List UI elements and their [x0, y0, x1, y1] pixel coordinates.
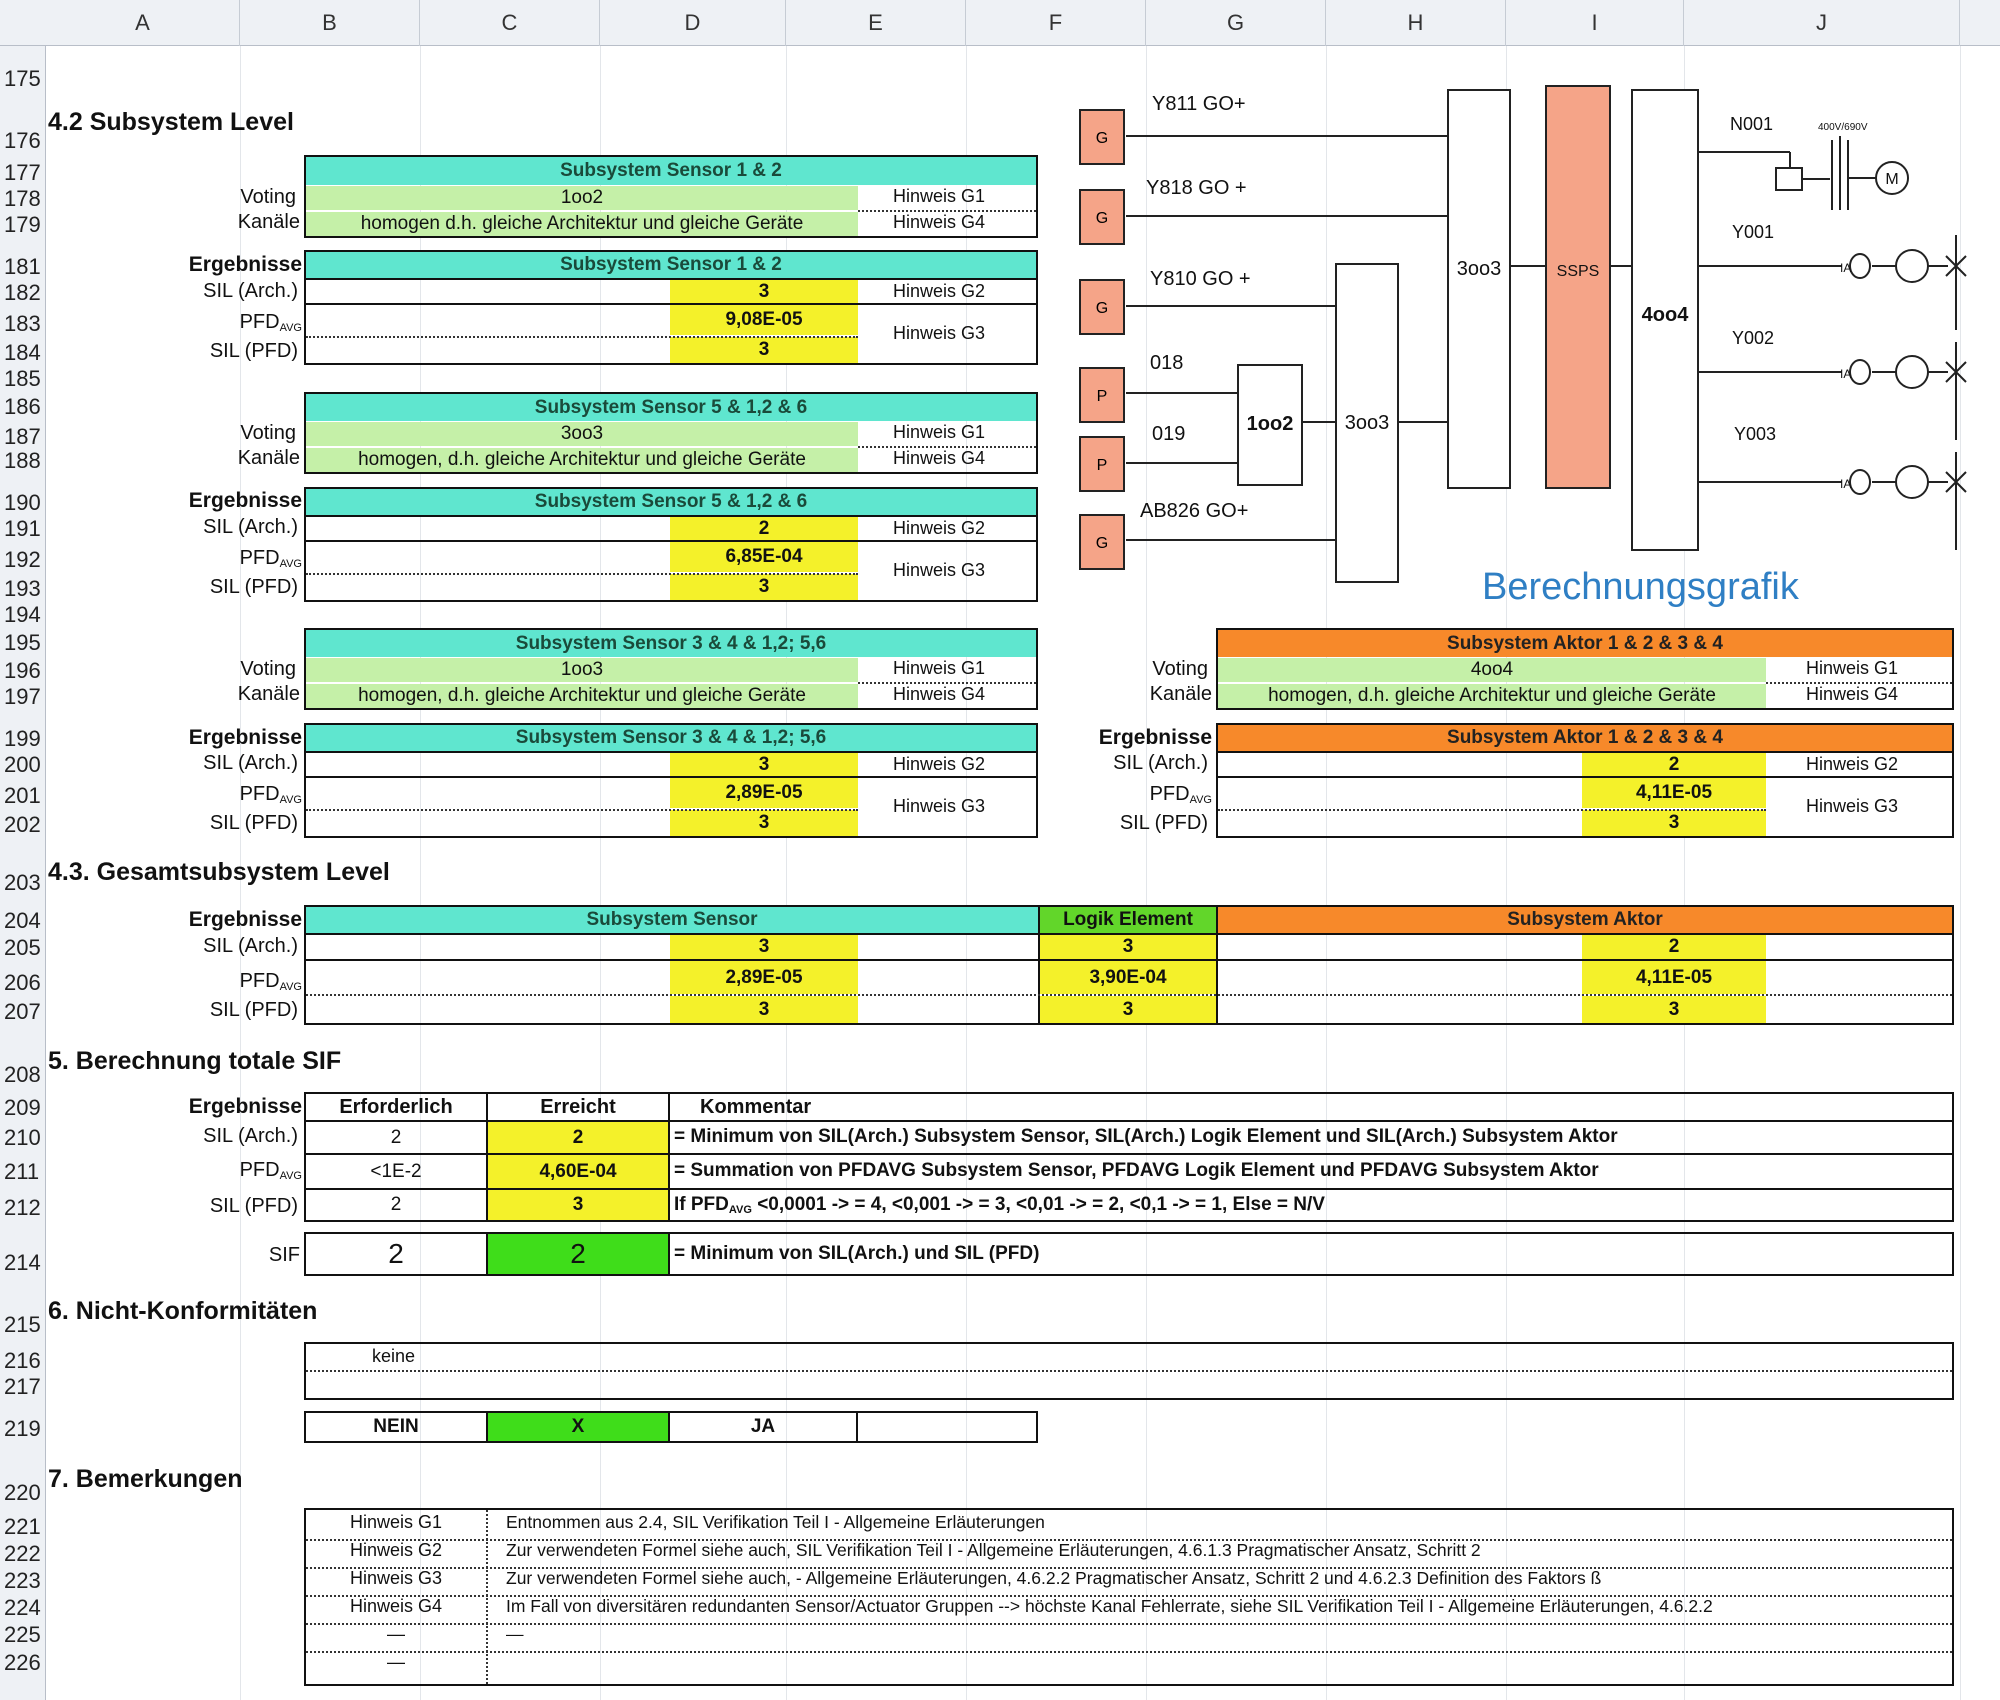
aktor-sil-pfd[interactable]: 3 [1582, 810, 1766, 836]
voting-label: Voting [1152, 658, 1208, 680]
g-block-4: G [1095, 535, 1109, 552]
ergebnisse-label: Ergebnisse [188, 253, 302, 276]
sub1-result-title: Subsystem Sensor 1 & 2 [306, 252, 1036, 278]
gesamt-sensor-sil-arch[interactable]: 3 [670, 935, 858, 959]
row-header-226[interactable]: 226 [4, 1650, 41, 1675]
hinweis-g2: Hinweis G2 [1806, 754, 1899, 774]
row-header-176[interactable]: 176 [4, 128, 41, 153]
gesamt-logik-sil-arch[interactable]: 3 [1040, 935, 1216, 959]
bemerkung-text[interactable]: Im Fall von diversitären redundanten Sensor/Actuator Gruppen --> höchste Kanal Fehlerrate, siehe SIL Verifikation Teil I - Allgemeine Erläuterungen, 4.6.2.2 [506, 1596, 1713, 1616]
kanaele-label: Kanäle [237, 683, 300, 705]
column-header-h[interactable]: H [1326, 0, 1506, 46]
sub3-result-title: Subsystem Sensor 3 & 4 & 1,2; 5,6 [306, 725, 1036, 751]
pfd-label: $PFD_{AVG}$ [1149, 783, 1212, 806]
p-block-1: P [1096, 388, 1108, 405]
label-ia-3: IA [1840, 477, 1852, 491]
signal-y810: Y810 GO + [1150, 268, 1251, 290]
sif-result-kommentar: = Minimum von SIL(Arch.) und SIL (PFD) [674, 1243, 1040, 1264]
section-title-7: 7. Bemerkungen [48, 1465, 243, 1493]
bemerkung-key: — [387, 1624, 405, 1644]
hinweis-g1: Hinweis G1 [893, 422, 986, 442]
voting-label: Voting [240, 422, 296, 444]
sif-erf-value: 2 [388, 1238, 404, 1269]
bemerkung-text[interactable]: — [506, 1624, 524, 1644]
row-header-220[interactable]: 220 [4, 1480, 41, 1505]
sub3-sil-arch[interactable]: 3 [670, 753, 858, 776]
row-header-187[interactable]: 187 [4, 424, 41, 449]
aktor-voting-value[interactable]: 4oo4 [1218, 658, 1766, 682]
sub1-title: Subsystem Sensor 1 & 2 [306, 157, 1036, 185]
row-header-199[interactable]: 199 [4, 726, 41, 751]
row-header-216[interactable]: 216 [4, 1348, 41, 1373]
pfd-label: $PFD_{AVG}$ [239, 547, 302, 570]
hinweis-g2: Hinweis G2 [893, 281, 986, 301]
sil-arch-label: SIL (Arch.) [203, 752, 298, 774]
sif-err-value[interactable]: 2 [488, 1234, 668, 1274]
row-header-186[interactable]: 186 [4, 394, 41, 419]
hinweis-g1: Hinweis G1 [893, 658, 986, 678]
signal-018: 018 [1150, 352, 1184, 374]
row-header-217[interactable]: 217 [4, 1374, 41, 1399]
row-header-195[interactable]: 195 [4, 630, 41, 655]
sif-erf-sil-pfd: 2 [390, 1194, 402, 1215]
berechnungsgrafik-diagram [1070, 80, 1970, 600]
row-header-211[interactable]: 211 [4, 1159, 40, 1184]
row-header-200[interactable]: 200 [4, 752, 41, 777]
sub2-result-title: Subsystem Sensor 5 & 1,2 & 6 [306, 489, 1036, 515]
hinweis-g3: Hinweis G3 [893, 560, 986, 580]
bemerkung-text[interactable]: Entnommen aus 2.4, SIL Verifikation Teil I - Allgemeine Erläuterungen [506, 1512, 1045, 1532]
signal-y818: Y818 GO + [1146, 177, 1247, 199]
row-header-185[interactable]: 185 [4, 366, 41, 391]
hinweis-g4: Hinweis G4 [893, 684, 986, 704]
sif-err-pfd[interactable]: 4,60E-04 [488, 1155, 668, 1188]
row-header-209[interactable]: 209 [4, 1095, 41, 1120]
row-header-190[interactable]: 190 [4, 490, 41, 515]
gesamt-aktor-sil-pfd[interactable]: 3 [1582, 996, 1766, 1023]
pfd-label: $PFD_{AVG}$ [239, 311, 302, 334]
sil-pfd-label: SIL (PFD) [1119, 812, 1208, 834]
aktor-kanaele-value[interactable]: homogen, d.h. gleiche Architektur und gleiche Geräte [1218, 684, 1766, 708]
sif-erf-pfd: <1E-2 [370, 1160, 422, 1182]
sub3-kanaele-value[interactable]: homogen, d.h. gleiche Architektur und gleiche Geräte [306, 684, 858, 708]
ergebnisse-label: Ergebnisse [188, 1095, 302, 1118]
row-header-196[interactable]: 196 [4, 658, 41, 683]
nk-text[interactable]: keine [372, 1346, 416, 1366]
sub2-pfd[interactable]: 6,85E-04 [670, 542, 858, 572]
gesamt-logik-header: Logik Element [1040, 907, 1216, 933]
section-title-5: 5. Berechnung totale SIF [48, 1047, 342, 1075]
g-block-1: G [1095, 130, 1109, 147]
row-header-178[interactable]: 178 [4, 186, 41, 211]
row-header-215[interactable]: 215 [4, 1312, 41, 1337]
label-ia-2: IA [1840, 367, 1852, 381]
label-y002: Y002 [1732, 328, 1775, 348]
row-header-179[interactable]: 179 [4, 212, 41, 237]
row-header-225[interactable]: 225 [4, 1622, 41, 1647]
sub2-sil-pfd[interactable]: 3 [670, 574, 858, 600]
sif-err-sil-arch[interactable]: 2 [488, 1122, 668, 1153]
ergebnisse-label: Ergebnisse [188, 489, 302, 512]
column-header-d[interactable]: D [600, 0, 786, 46]
block-3oo3-b: 3oo3 [1456, 258, 1502, 280]
bemerkung-text[interactable]: Zur verwendeten Formel siehe auch, - Allgemeine Erläuterungen, 4.6.2.2 Pragmatischer Ansatz, Schritt 2 und 4.6.2.3 Definition des Faktors ß [506, 1568, 1602, 1588]
sil-pfd-label: SIL (PFD) [209, 1195, 298, 1217]
signal-y811: Y811 GO+ [1152, 93, 1246, 115]
bemerkung-key: Hinweis G2 [349, 1540, 443, 1560]
column-header-c[interactable]: C [420, 0, 600, 46]
sub3-pfd[interactable]: 2,89E-05 [670, 778, 858, 808]
row-header-212[interactable]: 212 [4, 1195, 41, 1220]
aktor-result-title: Subsystem Aktor 1 & 2 & 3 & 4 [1218, 725, 1952, 751]
row-header-208[interactable]: 208 [4, 1062, 41, 1087]
bemerkung-text[interactable]: Zur verwendeten Formel siehe auch, SIL Verifikation Teil I - Allgemeine Erläuterungen, 4.6.1.3 Pragmatischer Ansatz, Schritt 2 [506, 1540, 1481, 1560]
sil-arch-label: SIL (Arch.) [203, 935, 298, 957]
section-title-6: 6. Nicht-Konformitäten [48, 1297, 318, 1325]
column-header-f[interactable]: F [966, 0, 1146, 46]
aktor-sil-arch[interactable]: 2 [1582, 753, 1766, 776]
sil-pfd-label: SIL (PFD) [209, 576, 298, 598]
row-header-204[interactable]: 204 [4, 908, 41, 933]
label-y003: Y003 [1734, 424, 1777, 444]
ergebnisse-label: Ergebnisse [1098, 726, 1212, 749]
sub1-sil-arch[interactable]: 3 [670, 280, 858, 303]
sil-pfd-label: SIL (PFD) [209, 999, 298, 1021]
sil-arch-label: SIL (Arch.) [1113, 752, 1208, 774]
row-header-177[interactable]: 177 [4, 160, 41, 185]
block-3oo3-a: 3oo3 [1344, 412, 1390, 434]
row-header-214[interactable]: 214 [4, 1250, 41, 1275]
hinweis-g4: Hinweis G4 [1806, 684, 1899, 704]
block-ssps: SSPS [1556, 263, 1600, 280]
column-header-j[interactable]: J [1684, 0, 1960, 46]
sil-pfd-label: SIL (PFD) [209, 812, 298, 834]
sub2-kanaele-value[interactable]: homogen, d.h. gleiche Architektur und gleiche Geräte [306, 448, 858, 472]
sif-header-kommentar: Kommentar [700, 1096, 812, 1118]
sif-header-erreicht: Erreicht [540, 1095, 616, 1118]
ergebnisse-label: Ergebnisse [188, 726, 302, 749]
row-header-197[interactable]: 197 [4, 684, 41, 709]
sub2-sil-arch[interactable]: 2 [670, 517, 858, 540]
row-header-219[interactable]: 219 [4, 1416, 41, 1441]
label-ia-1: IA [1840, 261, 1852, 275]
voting-label: Voting [240, 186, 296, 208]
column-header-i[interactable]: I [1506, 0, 1684, 46]
row-header-193[interactable]: 193 [4, 576, 41, 601]
row-header-205[interactable]: 205 [4, 935, 41, 960]
voting-label: Voting [240, 658, 296, 680]
row-header-201[interactable]: 201 [4, 783, 41, 808]
row-header-206[interactable]: 206 [4, 970, 41, 995]
gesamt-sensor-pfd[interactable]: 2,89E-05 [670, 961, 858, 994]
hinweis-g1: Hinweis G1 [1806, 658, 1899, 678]
sub2-title: Subsystem Sensor 5 & 1,2 & 6 [306, 394, 1036, 421]
sil-pfd-label: SIL (PFD) [209, 340, 298, 362]
row-header-183[interactable]: 183 [4, 311, 41, 336]
g-block-3: G [1095, 300, 1109, 317]
row-header-188[interactable]: 188 [4, 448, 41, 473]
gesamt-aktor-pfd[interactable]: 4,11E-05 [1582, 961, 1766, 994]
hinweis-g3: Hinweis G3 [893, 323, 986, 343]
signal-019: 019 [1152, 423, 1186, 445]
label-y001: Y001 [1732, 222, 1775, 242]
hinweis-g3: Hinweis G3 [1806, 796, 1899, 816]
row-header-192[interactable]: 192 [4, 547, 41, 572]
section-title-4-3: 4.3. Gesamtsubsystem Level [48, 858, 390, 886]
kanaele-label: Kanäle [237, 211, 300, 233]
pfd-label: $PFD_{AVG}$ [239, 1159, 302, 1182]
sub1-sil-pfd[interactable]: 3 [670, 337, 858, 363]
hinweis-g4: Hinweis G4 [893, 448, 986, 468]
sub1-pfd[interactable]: 9,08E-05 [670, 305, 858, 335]
pfd-label: $PFD_{AVG}$ [239, 970, 302, 993]
nk-x-marker[interactable]: X [488, 1413, 668, 1441]
row-header-191[interactable]: 191 [4, 516, 41, 541]
row-header-181[interactable]: 181 [4, 254, 41, 279]
column-header-g[interactable]: G [1146, 0, 1326, 46]
sif-header-erforderlich: Erforderlich [339, 1095, 453, 1118]
gesamt-sensor-header: Subsystem Sensor [306, 907, 1038, 933]
block-4oo4: 4oo4 [1641, 304, 1689, 326]
row-header-184[interactable]: 184 [4, 340, 41, 365]
section-title-4-2: 4.2 Subsystem Level [48, 108, 294, 136]
column-header-a[interactable]: A [46, 0, 240, 46]
row-header-175[interactable]: 175 [4, 66, 41, 91]
row-header-203[interactable]: 203 [4, 870, 41, 895]
sif-kommentar-1: = Minimum von SIL(Arch.) Subsystem Sensor, SIL(Arch.) Logik Element und SIL(Arch.) Subsystem Aktor [674, 1126, 1618, 1147]
gesamt-logik-pfd[interactable]: 3,90E-04 [1040, 961, 1216, 994]
sub1-voting-value[interactable]: 1oo2 [306, 186, 858, 210]
motor-m: M [1885, 171, 1899, 188]
row-header-210[interactable]: 210 [4, 1125, 41, 1150]
row-header-194[interactable]: 194 [4, 602, 41, 627]
signal-ab826: AB826 GO+ [1140, 500, 1249, 522]
bemerkung-key: — [387, 1652, 405, 1672]
nk-nein[interactable]: NEIN [373, 1416, 419, 1437]
row-header-182[interactable]: 182 [4, 280, 41, 305]
kanaele-label: Kanäle [1149, 683, 1212, 705]
row-header-207[interactable]: 207 [4, 999, 41, 1024]
sub1-kanaele-value[interactable]: homogen d.h. gleiche Architektur und gleiche Geräte [306, 212, 858, 236]
p-block-2: P [1096, 457, 1108, 474]
g-block-2: G [1095, 210, 1109, 227]
sif-err-sil-pfd[interactable]: 3 [488, 1190, 668, 1220]
sub2-voting-value[interactable]: 3oo3 [306, 422, 858, 446]
row-header-222[interactable]: 222 [4, 1541, 41, 1566]
bemerkung-key: Hinweis G1 [349, 1512, 443, 1532]
sif-label: SIF [268, 1244, 300, 1266]
hinweis-g2: Hinweis G2 [893, 754, 986, 774]
sif-kommentar-3: If $PFD_{AVG} <0,0001$ -> = 4, <0,001 -> = 3, <0,01 -> = 2, <0,1 -> = 1, Else = N/V [674, 1194, 1325, 1216]
hinweis-g4: Hinweis G4 [893, 212, 986, 232]
gesamt-sensor-sil-pfd[interactable]: 3 [670, 996, 858, 1023]
bemerkung-key: Hinweis G4 [349, 1596, 443, 1616]
aktor-title: Subsystem Aktor 1 & 2 & 3 & 4 [1218, 630, 1952, 657]
aktor-pfd[interactable]: 4,11E-05 [1582, 778, 1766, 808]
hinweis-g3: Hinweis G3 [893, 796, 986, 816]
sub3-sil-pfd[interactable]: 3 [670, 810, 858, 836]
sil-arch-label: SIL (Arch.) [203, 1125, 298, 1147]
hinweis-g2: Hinweis G2 [893, 518, 986, 538]
row-header-202[interactable]: 202 [4, 812, 41, 837]
sub3-voting-value[interactable]: 1oo3 [306, 658, 858, 682]
sub3-title: Subsystem Sensor 3 & 4 & 1,2; 5,6 [306, 630, 1036, 657]
column-header-e[interactable]: E [786, 0, 966, 46]
label-n001: N001 [1730, 114, 1774, 134]
column-header-b[interactable]: B [240, 0, 420, 46]
sil-arch-label: SIL (Arch.) [203, 516, 298, 538]
bemerkung-key: Hinweis G3 [349, 1568, 443, 1588]
sil-arch-label: SIL (Arch.) [203, 280, 298, 302]
ergebnisse-label: Ergebnisse [188, 908, 302, 931]
kanaele-label: Kanäle [237, 447, 300, 469]
gesamt-aktor-sil-arch[interactable]: 2 [1582, 935, 1766, 959]
label-voltage: 400V/690V [1818, 122, 1868, 133]
hinweis-g1: Hinweis G1 [893, 186, 986, 206]
berechnungsgrafik-title: Berechnungsgrafik [1482, 566, 1799, 608]
nk-ja[interactable]: JA [750, 1416, 776, 1437]
pfd-label: $PFD_{AVG}$ [239, 783, 302, 806]
sif-erf-sil-arch: 2 [390, 1126, 402, 1148]
row-header-224[interactable]: 224 [4, 1595, 41, 1620]
block-1oo2: 1oo2 [1246, 413, 1294, 435]
gesamt-aktor-header: Subsystem Aktor [1218, 907, 1952, 933]
sif-kommentar-2: = Summation von PFDAVG Subsystem Sensor, PFDAVG Logik Element und PFDAVG Subsystem Aktor [674, 1160, 1599, 1181]
gesamt-logik-sil-pfd[interactable]: 3 [1040, 996, 1216, 1023]
row-header-221[interactable]: 221 [4, 1514, 41, 1539]
row-header-223[interactable]: 223 [4, 1568, 41, 1593]
